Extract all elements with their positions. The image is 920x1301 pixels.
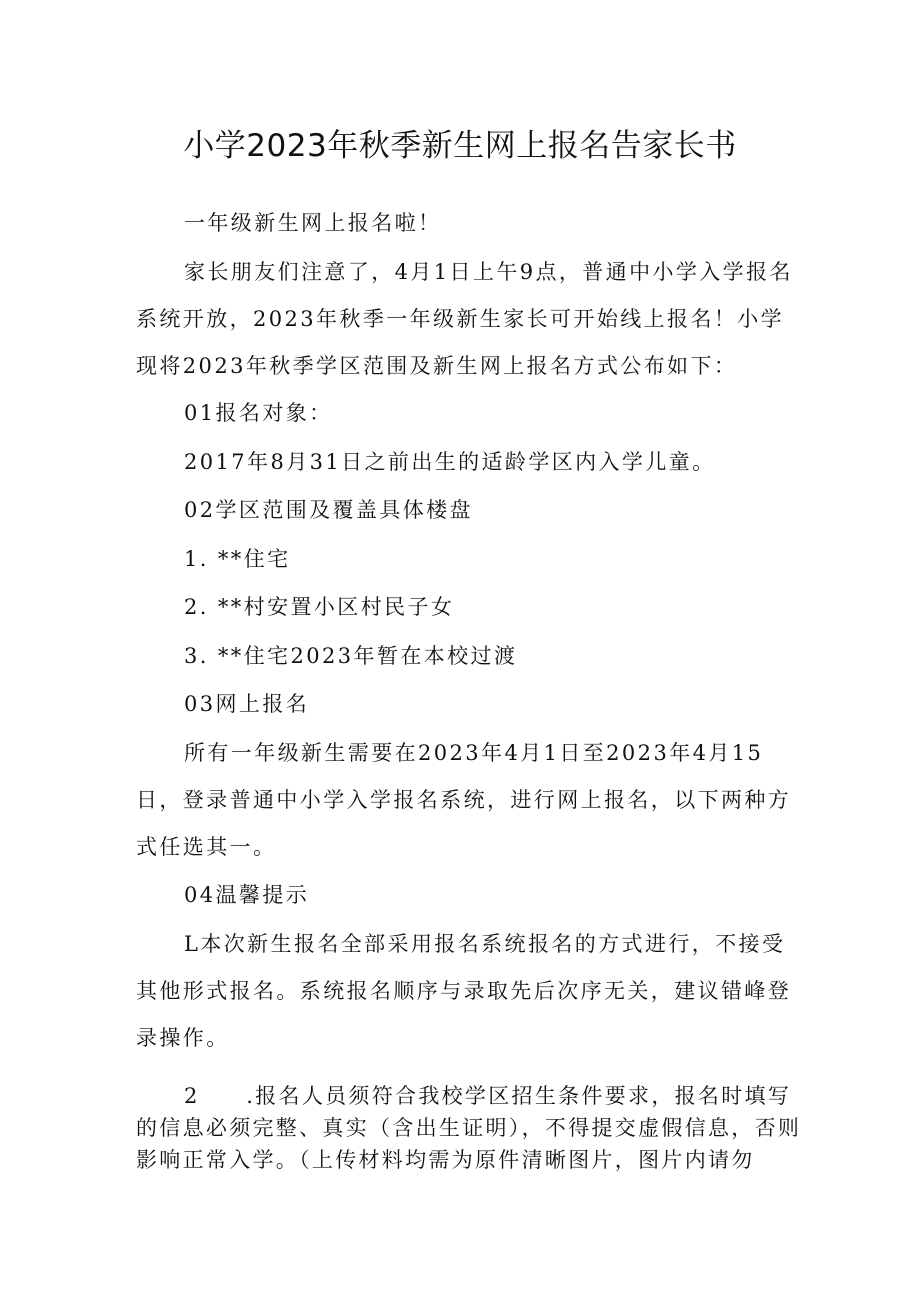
paragraph-eligibility: 2017年8月31日之前出生的适龄学区内入学儿童。: [184, 450, 716, 474]
section-heading-target: 01报名对象：: [184, 401, 333, 425]
list-item-district-3: 3. **住宅2023年暂在本校过渡: [184, 644, 518, 668]
section-heading-online: 03网上报名: [184, 692, 310, 716]
paragraph-announcement: 家长朋友们注意了，4月1日上午9点，普通中小学入学报名系统开放，2023年秋季一年级新生家长可开始线上报名！小学现将2023年秋季学区范围及新生网上报名方式公布如下：: [136, 260, 793, 378]
paragraph-tip-2: 2 .报名人员须符合我校学区招生条件要求，报名时填写的信息必须完整、真实（含出生证明），不得提交虚假信息，否则影响正常入学。（上传材料均需为原件清晰图片，图片内请勿: [136, 1084, 802, 1172]
list-item-district-1: 1. **住宅: [184, 547, 291, 571]
paragraph-tip-1: L本次新生报名全部采用报名系统报名的方式进行，不接受其他形式报名。系统报名顺序与录取先后次序无关，建议错峰登录操作。: [136, 932, 792, 1050]
section-heading-tips: 04温馨提示: [184, 883, 310, 907]
document-title: 小学2023年秋季新生网上报名告家长书: [183, 128, 737, 164]
list-item-district-2: 2. **村安置小区村民子女: [184, 595, 455, 619]
section-heading-district: 02学区范围及覆盖具体楼盘: [184, 498, 473, 522]
paragraph-intro: 一年级新生网上报名啦！: [184, 211, 442, 235]
paragraph-online-registration: 所有一年级新生需要在2023年4月1日至2023年4月15日，登录普通中小学入学报名系统，进行网上报名，以下两种方式任选其一。: [136, 741, 792, 859]
